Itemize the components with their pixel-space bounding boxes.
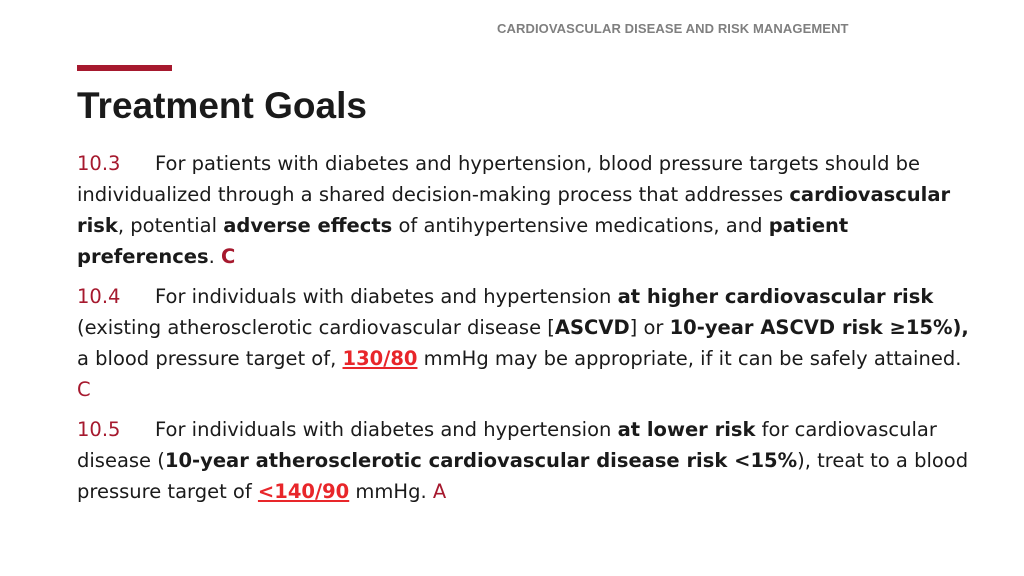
recommendation-text: For patients with diabetes and hypertension, blood pressure targets should be individualized through a shared decision-making process that addresses	[77, 152, 921, 206]
emphasis-text: ASCVD	[554, 316, 630, 339]
recommendation-text: For individuals with diabetes and hypertension	[155, 285, 618, 308]
recommendations-list	[77, 148, 977, 516]
bp-target-value: 130/80	[342, 347, 418, 370]
emphasis-text: 10-year atherosclerotic cardiovascular disease risk <15%	[164, 449, 798, 472]
section-header-label: CARDIOVASCULAR DISEASE AND RISK MANAGEMENT	[497, 21, 849, 36]
recommendation-text: a blood pressure target of,	[77, 347, 343, 370]
recommendation-10-5	[77, 414, 977, 507]
emphasis-text: cardiovascular risk	[77, 183, 951, 237]
emphasis-text: patient preferences	[77, 214, 849, 268]
recommendation-text: mmHg.	[349, 480, 433, 503]
evidence-grade: C	[77, 378, 91, 401]
title-accent-bar	[77, 65, 172, 71]
slide-title: Treatment Goals	[77, 85, 367, 126]
evidence-grade: A	[432, 480, 447, 503]
emphasis-text: at lower risk	[617, 418, 756, 441]
recommendation-10-4	[77, 281, 977, 405]
recommendation-number: 10.3	[77, 152, 121, 175]
recommendation-text: of antihypertensive medications, and	[392, 214, 769, 237]
evidence-grade: C	[221, 245, 236, 268]
recommendation-text: ] or	[629, 316, 670, 339]
emphasis-text: at higher cardiovascular risk	[617, 285, 934, 308]
recommendation-text: ), treat to a blood pressure target of	[77, 449, 969, 503]
recommendation-text: , potential	[117, 214, 224, 237]
recommendation-text: for cardiovascular disease (	[77, 418, 937, 472]
recommendation-10-3	[77, 148, 977, 272]
bp-target-value: <140/90	[257, 480, 350, 503]
recommendation-text: (existing atherosclerotic cardiovascular disease [	[77, 316, 555, 339]
recommendation-text: For individuals with diabetes and hypertension	[155, 418, 618, 441]
recommendation-number: 10.4	[77, 285, 121, 308]
emphasis-text: 10-year ASCVD risk ≥15%),	[669, 316, 969, 339]
emphasis-text: adverse effects	[223, 214, 393, 237]
recommendation-number: 10.5	[77, 418, 121, 441]
recommendation-text: mmHg may be appropriate, if it can be safely attained.	[417, 347, 962, 370]
recommendation-text: .	[208, 245, 222, 268]
